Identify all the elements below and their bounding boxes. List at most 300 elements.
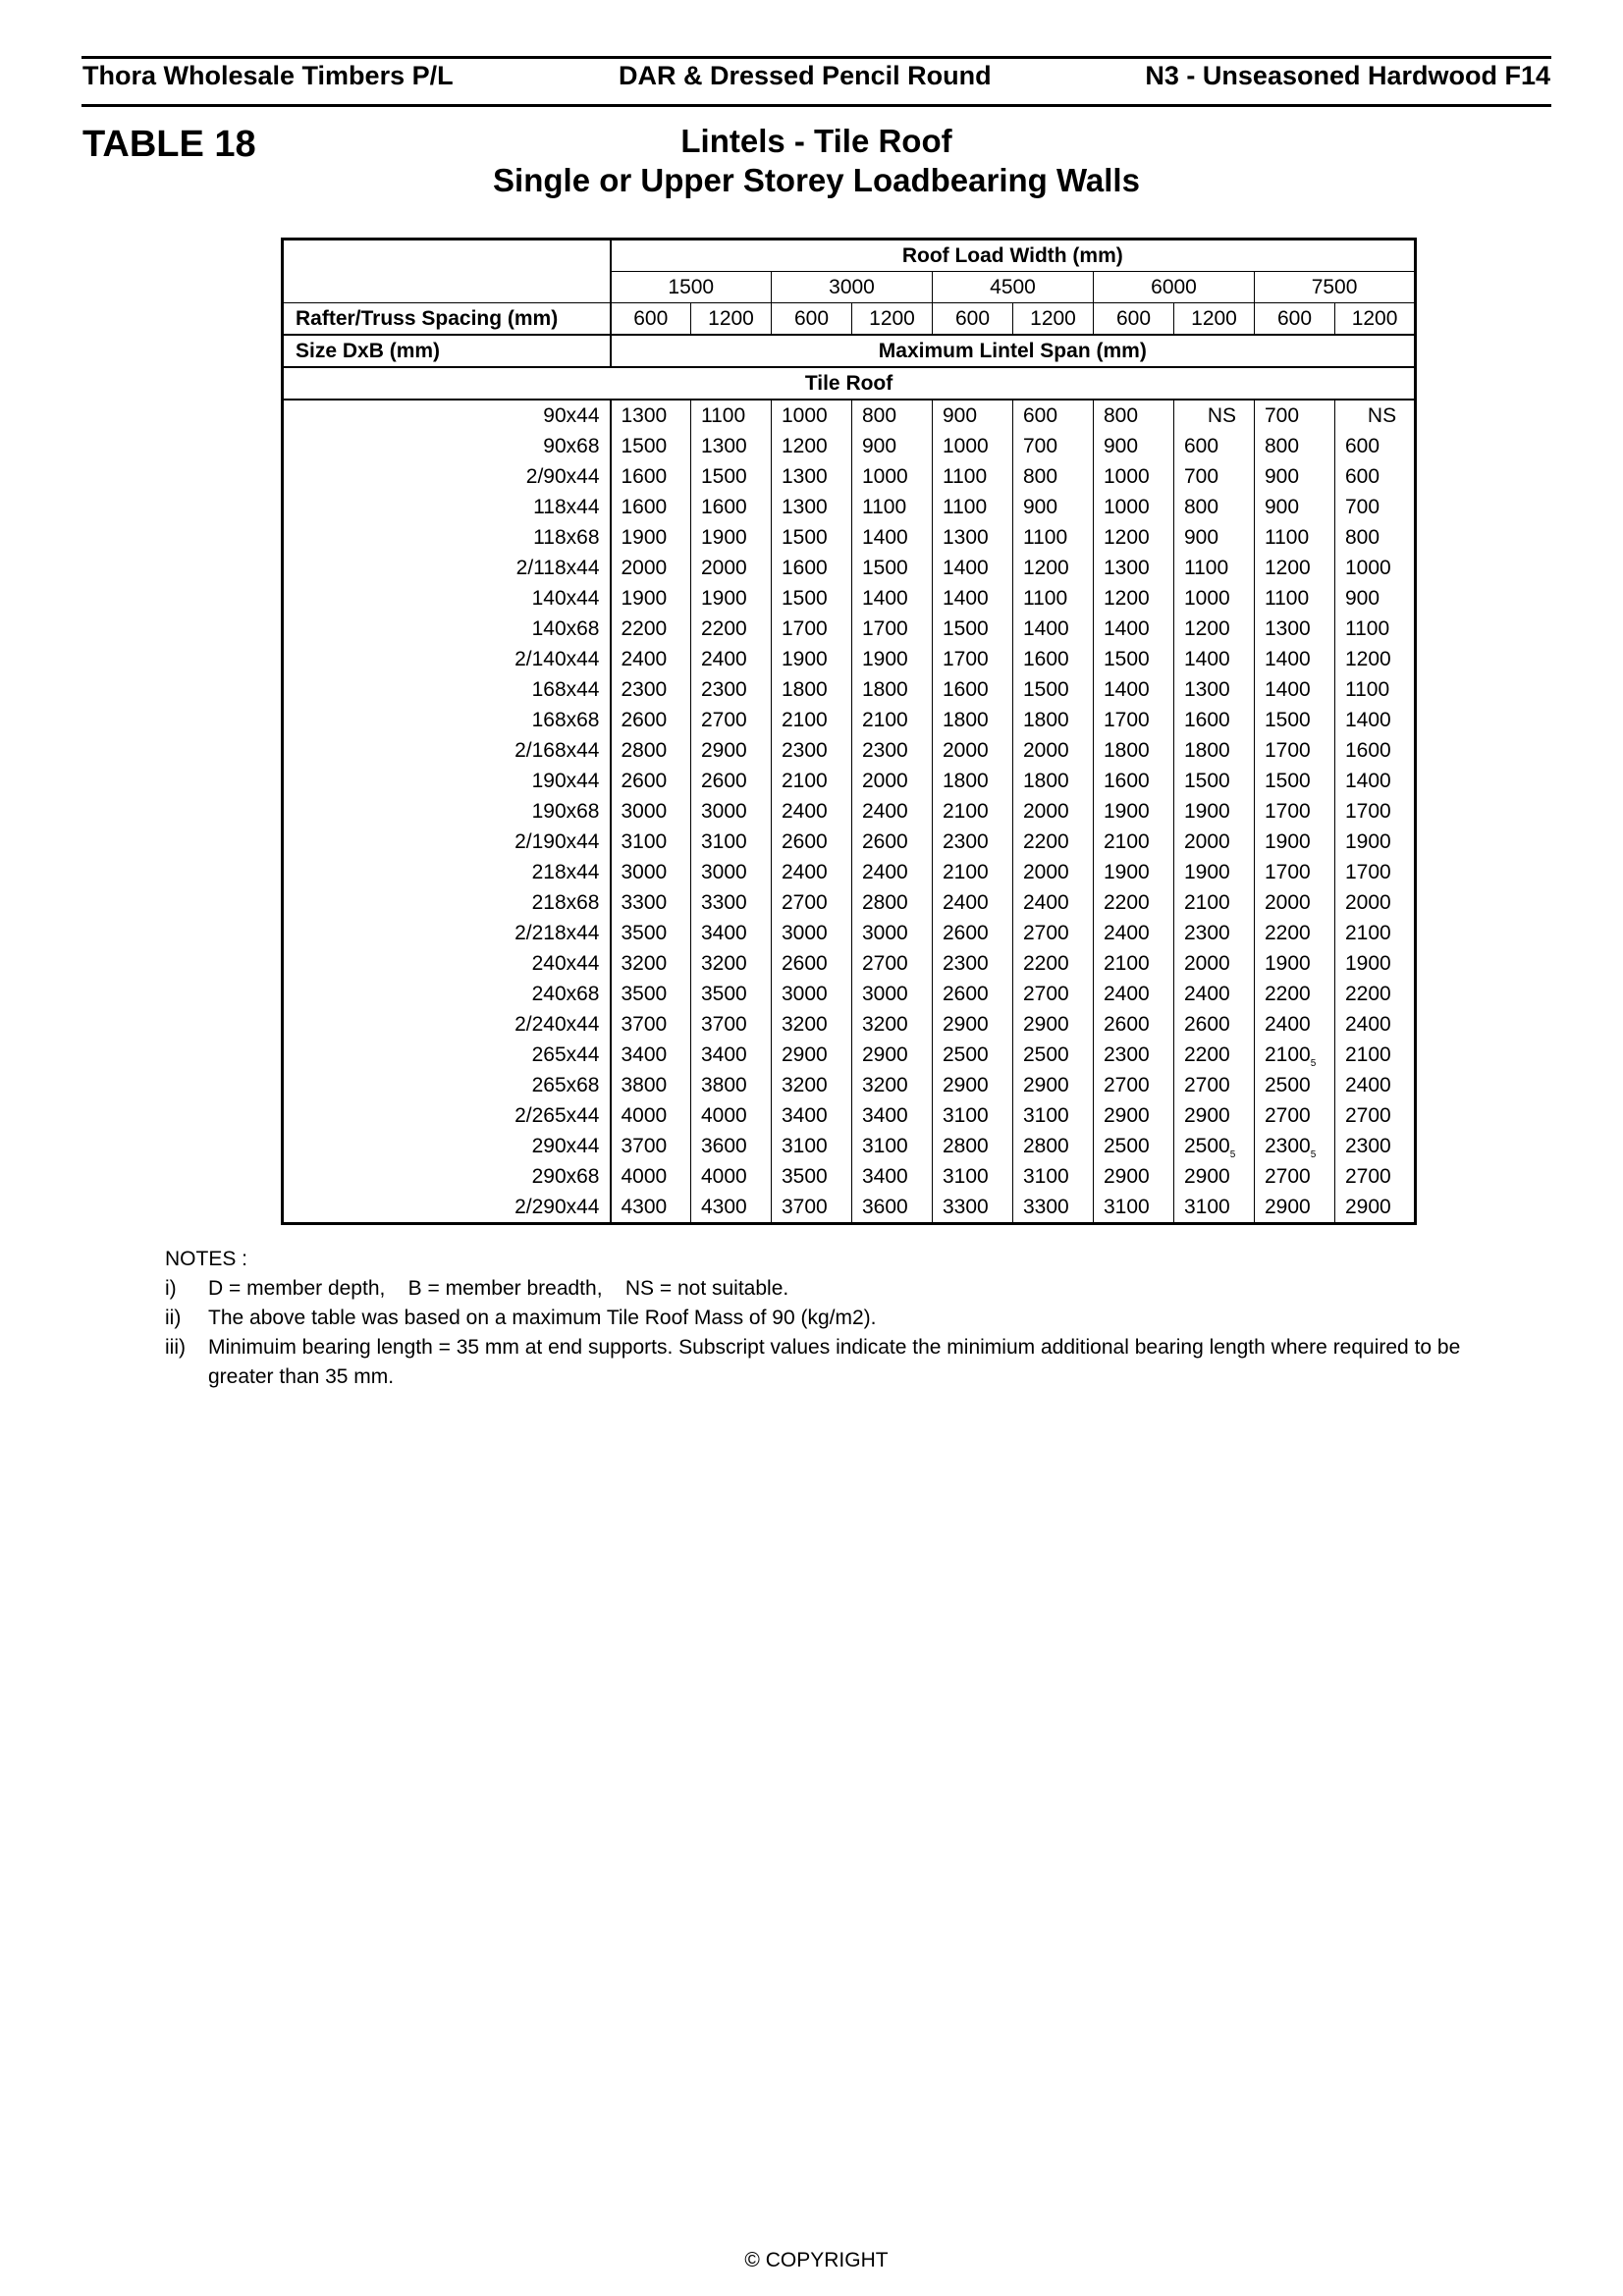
span-cell <box>933 1161 1013 1192</box>
span-cell <box>691 1009 772 1040</box>
span-value: 1400 <box>1345 770 1391 792</box>
span-value: 2200 <box>1023 952 1069 975</box>
span-cell <box>1255 674 1335 705</box>
span-value: 1100 <box>862 496 907 518</box>
span-value: 700 <box>1023 435 1058 457</box>
table-row <box>283 887 1416 918</box>
span-value: 2700 <box>1104 1074 1150 1096</box>
span-cell <box>933 644 1013 674</box>
span-value: 3300 <box>1023 1196 1069 1218</box>
span-value: 1700 <box>862 617 908 640</box>
span-cell <box>1013 644 1094 674</box>
span-cell <box>611 948 691 979</box>
span-value: NS <box>1367 404 1397 427</box>
span-value: 2200 <box>701 617 747 640</box>
span-value: 3100 <box>701 830 747 853</box>
span-value: 1200 <box>1023 557 1069 579</box>
table-row <box>283 1192 1416 1224</box>
span-value: 3100 <box>943 1165 989 1188</box>
span-cell <box>772 644 852 674</box>
size-cell: 118x68 <box>533 526 600 549</box>
span-value: 1400 <box>1345 709 1391 731</box>
spacing-header: 1200 <box>1174 303 1255 336</box>
span-cell <box>611 400 691 431</box>
span-cell <box>611 1040 691 1070</box>
span-cell <box>1094 1161 1174 1192</box>
rlw-group-header: 1500 <box>611 272 772 303</box>
span-cell <box>1255 461 1335 492</box>
span-cell <box>691 492 772 522</box>
span-value: 1500 <box>701 465 747 488</box>
span-cell <box>1255 431 1335 461</box>
note-item <box>165 1274 1485 1304</box>
span-cell <box>772 827 852 857</box>
span-value: 2700 <box>782 891 828 914</box>
span-cell <box>1335 522 1416 553</box>
span-value: 3700 <box>621 1135 668 1157</box>
rlw-group-header: 4500 <box>933 272 1094 303</box>
span-value: 2700 <box>862 952 908 975</box>
span-value: 1600 <box>1184 709 1230 731</box>
span-cell <box>933 1009 1013 1040</box>
span-value: 2600 <box>1104 1013 1150 1036</box>
span-value: 3800 <box>621 1074 668 1096</box>
span-value: 1500 <box>782 526 828 549</box>
span-value: 1300 <box>1104 557 1150 579</box>
span-value: 800 <box>1023 465 1058 488</box>
span-cell <box>1013 1100 1094 1131</box>
span-value: 3600 <box>701 1135 747 1157</box>
span-value: 2100 <box>1345 1043 1391 1066</box>
span-value: 1800 <box>1023 770 1069 792</box>
span-cell <box>933 735 1013 766</box>
size-cell: 240x44 <box>531 952 600 975</box>
span-cell <box>852 735 933 766</box>
span-value: 3100 <box>1023 1165 1069 1188</box>
span-value: 2900 <box>1184 1104 1230 1127</box>
span-value: 3000 <box>782 983 828 1005</box>
span-value: 2600 <box>943 983 989 1005</box>
span-value: 3000 <box>782 922 828 944</box>
span-cell <box>1255 827 1335 857</box>
span-value: 2400 <box>1104 922 1150 944</box>
bearing-subscript: 5 <box>1310 1149 1317 1160</box>
span-value: 3100 <box>1184 1196 1230 1218</box>
span-value: 1900 <box>862 648 908 670</box>
span-value: 3700 <box>782 1196 828 1218</box>
span-value: 2700 <box>1023 983 1069 1005</box>
span-cell <box>852 1070 933 1100</box>
span-cell <box>933 492 1013 522</box>
span-cell <box>1335 644 1416 674</box>
span-cell <box>1174 674 1255 705</box>
span-cell <box>852 1192 933 1224</box>
span-cell <box>1335 400 1416 431</box>
span-cell <box>1174 1009 1255 1040</box>
span-value: 1900 <box>1265 952 1311 975</box>
spacing-header: 1200 <box>691 303 772 336</box>
span-value: 3400 <box>862 1104 908 1127</box>
span-value: 2400 <box>1345 1074 1391 1096</box>
span-cell <box>1174 1192 1255 1224</box>
span-value: 2200 <box>1265 983 1311 1005</box>
span-cell <box>1094 1009 1174 1040</box>
span-cell <box>1174 1070 1255 1100</box>
span-cell <box>1255 492 1335 522</box>
span-cell <box>1174 461 1255 492</box>
size-cell: 218x68 <box>531 891 600 914</box>
span-cell <box>611 918 691 948</box>
size-cell: 190x68 <box>531 800 600 823</box>
span-value: 2200 <box>621 617 668 640</box>
span-cell <box>611 827 691 857</box>
span-cell <box>691 1131 772 1161</box>
span-cell <box>772 918 852 948</box>
span-cell <box>1013 431 1094 461</box>
span-cell <box>772 1131 852 1161</box>
span-value: 1900 <box>1345 830 1391 853</box>
span-cell <box>1174 1131 1255 1161</box>
span-cell <box>611 461 691 492</box>
span-cell <box>1335 766 1416 796</box>
span-value: 2100 <box>782 770 828 792</box>
span-value: 3500 <box>782 1165 828 1188</box>
span-cell <box>691 1192 772 1224</box>
span-value: 1400 <box>1265 648 1311 670</box>
span-cell <box>1094 979 1174 1009</box>
lintel-span-table <box>281 238 1417 1225</box>
span-cell <box>1094 674 1174 705</box>
rlw-group-header: 6000 <box>1094 272 1255 303</box>
span-value: 900 <box>1023 496 1058 518</box>
span-cell <box>852 827 933 857</box>
span-value: 2800 <box>862 891 908 914</box>
note-text: The above table was based on a maximum Tile Roof Mass of 90 (kg/m2). <box>208 1307 877 1329</box>
span-cell <box>691 766 772 796</box>
span-value: 2300 <box>1345 1135 1391 1157</box>
span-cell <box>691 553 772 583</box>
span-cell <box>1335 614 1416 644</box>
span-value: 2700 <box>1023 922 1069 944</box>
span-value: 2100 <box>1265 1043 1311 1066</box>
span-value: 1500 <box>782 587 828 610</box>
span-cell <box>1094 400 1174 431</box>
span-cell <box>1255 1192 1335 1224</box>
span-value: 1300 <box>621 404 668 427</box>
span-cell <box>691 735 772 766</box>
span-value: 2300 <box>782 739 828 762</box>
span-cell <box>852 1161 933 1192</box>
notes <box>165 1245 1485 1392</box>
span-cell <box>691 461 772 492</box>
table-row <box>283 766 1416 796</box>
span-cell <box>772 735 852 766</box>
span-cell <box>1094 644 1174 674</box>
span-value: 1900 <box>621 587 668 610</box>
span-cell <box>852 644 933 674</box>
span-value: 2500 <box>1023 1043 1069 1066</box>
span-cell <box>852 614 933 644</box>
span-cell <box>1013 979 1094 1009</box>
span-cell <box>1094 492 1174 522</box>
span-cell <box>611 857 691 887</box>
span-value: 2500 <box>1265 1074 1311 1096</box>
span-value: 2600 <box>621 770 668 792</box>
span-value: 900 <box>1265 496 1300 518</box>
size-cell: 2/90x44 <box>525 465 600 488</box>
span-value: 1700 <box>943 648 989 670</box>
span-value: 1800 <box>943 709 989 731</box>
span-value: 2800 <box>943 1135 989 1157</box>
span-value: 1900 <box>1104 800 1150 823</box>
span-value: 3200 <box>782 1074 828 1096</box>
notes-title: NOTES : <box>165 1248 248 1270</box>
copyright: © COPYRIGHT <box>744 2249 889 2271</box>
span-cell <box>611 522 691 553</box>
span-value: 800 <box>1265 435 1300 457</box>
span-value: 800 <box>1345 526 1380 549</box>
corner-cell <box>283 272 611 303</box>
span-cell <box>1174 614 1255 644</box>
span-value: 2300 <box>621 678 668 701</box>
span-cell <box>691 857 772 887</box>
span-cell <box>1335 674 1416 705</box>
span-value: 2300 <box>862 739 908 762</box>
span-value: 3000 <box>701 861 747 883</box>
span-cell <box>1255 553 1335 583</box>
span-cell <box>691 522 772 553</box>
size-cell: 240x68 <box>531 983 600 1005</box>
span-cell <box>852 431 933 461</box>
span-cell <box>691 1040 772 1070</box>
span-value: 1100 <box>701 404 746 427</box>
span-cell <box>1174 735 1255 766</box>
span-value: 2700 <box>701 709 747 731</box>
span-value: 2900 <box>943 1074 989 1096</box>
table-row <box>283 979 1416 1009</box>
span-value: 1700 <box>1265 739 1311 762</box>
span-cell <box>772 796 852 827</box>
span-value: 2000 <box>701 557 747 579</box>
span-cell <box>1335 1070 1416 1100</box>
span-value: 1200 <box>1104 587 1150 610</box>
span-cell <box>1174 1100 1255 1131</box>
span-cell <box>933 674 1013 705</box>
span-value: 3200 <box>621 952 668 975</box>
span-value: 1100 <box>1345 617 1390 640</box>
span-cell <box>1013 461 1094 492</box>
span-cell <box>852 887 933 918</box>
span-value: 1600 <box>621 496 668 518</box>
span-cell <box>1255 583 1335 614</box>
span-value: 3400 <box>782 1104 828 1127</box>
spacing-header: 600 <box>772 303 852 336</box>
span-cell <box>1174 887 1255 918</box>
span-cell <box>852 705 933 735</box>
span-cell <box>933 857 1013 887</box>
span-value: 2200 <box>1023 830 1069 853</box>
table-row <box>283 1009 1416 1040</box>
rlw-group-header: 3000 <box>772 272 933 303</box>
span-cell <box>691 948 772 979</box>
span-value: 3200 <box>862 1074 908 1096</box>
span-value: 1600 <box>1104 770 1150 792</box>
span-value: 1400 <box>862 587 908 610</box>
span-cell <box>611 614 691 644</box>
span-value: 3700 <box>621 1013 668 1036</box>
span-cell <box>1335 827 1416 857</box>
span-value: 1700 <box>1345 861 1391 883</box>
span-cell <box>852 1100 933 1131</box>
span-value: 1400 <box>1265 678 1311 701</box>
span-cell <box>933 827 1013 857</box>
span-cell <box>691 1100 772 1131</box>
span-cell <box>933 979 1013 1009</box>
span-cell <box>1094 1070 1174 1100</box>
span-value: 2000 <box>1345 891 1391 914</box>
table-row <box>283 827 1416 857</box>
span-value: 2100 <box>1104 830 1150 853</box>
span-value: 700 <box>1345 496 1380 518</box>
span-cell <box>772 887 852 918</box>
span-value: 2400 <box>1023 891 1069 914</box>
span-cell <box>1013 1009 1094 1040</box>
span-cell <box>611 644 691 674</box>
span-cell <box>691 918 772 948</box>
span-value: 1500 <box>862 557 908 579</box>
span-cell <box>1013 614 1094 644</box>
span-value: 1800 <box>1104 739 1150 762</box>
span-cell <box>933 948 1013 979</box>
corner-cell <box>283 240 611 272</box>
span-value: 1100 <box>1265 526 1310 549</box>
span-value: 3700 <box>701 1013 747 1036</box>
span-value: 3300 <box>943 1196 989 1218</box>
bearing-subscript: 5 <box>1229 1149 1236 1160</box>
spacing-header: 600 <box>1094 303 1174 336</box>
span-value: 4000 <box>701 1165 747 1188</box>
spacing-header: 600 <box>611 303 691 336</box>
span-cell <box>691 887 772 918</box>
span-cell <box>1255 644 1335 674</box>
span-value: 1700 <box>1104 709 1150 731</box>
span-value: 2400 <box>701 648 747 670</box>
span-cell <box>1174 979 1255 1009</box>
span-cell <box>1335 1040 1416 1070</box>
span-value: 1100 <box>1345 678 1390 701</box>
span-cell <box>852 461 933 492</box>
table-row <box>283 644 1416 674</box>
span-cell <box>1094 614 1174 644</box>
span-cell <box>1013 918 1094 948</box>
span-value: 1000 <box>943 435 989 457</box>
span-cell <box>772 431 852 461</box>
span-value: 900 <box>1104 435 1139 457</box>
span-value: 1700 <box>1265 800 1311 823</box>
span-cell <box>772 1070 852 1100</box>
span-cell <box>1013 1161 1094 1192</box>
size-cell: 2/190x44 <box>514 830 600 853</box>
span-value: 1300 <box>782 465 828 488</box>
span-cell <box>852 1131 933 1161</box>
span-cell <box>852 857 933 887</box>
span-cell <box>933 461 1013 492</box>
span-value: 3000 <box>862 922 908 944</box>
span-value: 1600 <box>621 465 668 488</box>
span-value: 2800 <box>621 739 668 762</box>
spacing-header: 600 <box>933 303 1013 336</box>
span-value: 2600 <box>1184 1013 1230 1036</box>
span-cell <box>611 583 691 614</box>
span-value: 2100 <box>1104 952 1150 975</box>
span-cell <box>1174 583 1255 614</box>
span-cell <box>772 705 852 735</box>
span-value: 2400 <box>862 800 908 823</box>
span-value: 3500 <box>701 983 747 1005</box>
span-value: 3100 <box>621 830 668 853</box>
span-cell <box>1255 948 1335 979</box>
span-cell <box>1255 766 1335 796</box>
span-value: 2000 <box>1023 800 1069 823</box>
table-row <box>283 674 1416 705</box>
span-value: 1300 <box>782 496 828 518</box>
rlw-group-header: 7500 <box>1255 272 1416 303</box>
span-value: 1500 <box>943 617 989 640</box>
span-value: 600 <box>1345 435 1380 457</box>
span-cell <box>1013 400 1094 431</box>
span-cell <box>1094 1192 1174 1224</box>
span-value: 2200 <box>1345 983 1391 1005</box>
span-value: 2100 <box>1184 891 1230 914</box>
span-cell <box>1174 492 1255 522</box>
span-value: 2900 <box>1104 1104 1150 1127</box>
span-cell <box>852 948 933 979</box>
span-cell <box>1335 796 1416 827</box>
span-value: 1700 <box>1265 861 1311 883</box>
table-row <box>283 1070 1416 1100</box>
span-value: 3400 <box>621 1043 668 1066</box>
span-cell <box>1335 887 1416 918</box>
span-cell <box>852 1040 933 1070</box>
span-value: 2200 <box>1184 1043 1230 1066</box>
table-row <box>283 1040 1416 1070</box>
table-body <box>283 400 1416 1224</box>
span-value: 1800 <box>862 678 908 701</box>
span-cell <box>852 674 933 705</box>
span-value: 1900 <box>701 526 747 549</box>
table-row <box>283 1100 1416 1131</box>
span-cell <box>691 705 772 735</box>
table-row <box>283 796 1416 827</box>
company-name: Thora Wholesale Timbers P/L <box>82 61 454 90</box>
size-cell: 265x68 <box>531 1074 600 1096</box>
span-value: 3400 <box>701 922 747 944</box>
span-value: 1000 <box>1184 587 1230 610</box>
span-value: 3200 <box>862 1013 908 1036</box>
span-cell <box>1013 553 1094 583</box>
table-row <box>283 400 1416 431</box>
span-cell <box>1335 431 1416 461</box>
span-value: 1700 <box>1345 800 1391 823</box>
span-cell <box>1174 948 1255 979</box>
size-cell: 2/240x44 <box>514 1013 600 1036</box>
span-cell <box>691 1161 772 1192</box>
span-cell <box>611 1100 691 1131</box>
span-cell <box>1335 1009 1416 1040</box>
span-value: 3100 <box>862 1135 908 1157</box>
size-cell: 140x68 <box>531 617 600 640</box>
span-value: 1100 <box>1023 526 1068 549</box>
